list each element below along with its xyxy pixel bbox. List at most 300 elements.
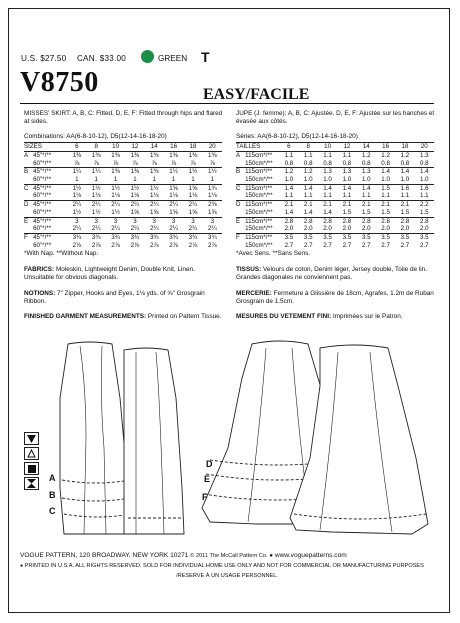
yardage-row (24, 217, 222, 225)
yardage-cell: 1.4 (284, 208, 294, 216)
notions-text: 7" Zipper, Hooks and Eyes, 1⅛ yds. of ⅝" Grosgrain Ribbon. (24, 289, 205, 305)
yardage-row (24, 168, 222, 176)
view-label (24, 209, 33, 217)
yardage-cell: 1½ (106, 184, 125, 192)
size-header-cell: 6 (67, 143, 86, 152)
fabric-width: 115cm*/** (245, 184, 279, 192)
yardage-cell: 0.8 (400, 159, 410, 167)
french-measurements (236, 313, 436, 321)
yardage-cell: 3 (145, 217, 164, 225)
view-letter-d: D (206, 459, 213, 469)
yardage-cell: 2⅞ (130, 241, 140, 249)
yardage-cell: 2⅞ (72, 241, 82, 249)
view-letter-b: B (49, 490, 56, 500)
yardage-cell: 2¼ (106, 201, 125, 209)
french-notions (236, 290, 436, 307)
yardage-row (236, 192, 434, 200)
yardage-cell: 2.2 (415, 201, 434, 209)
yardage-cell: 2.8 (318, 217, 337, 225)
yardage-cell: 3.5 (299, 233, 318, 241)
view-label: B (24, 168, 33, 176)
color-swatch (141, 50, 154, 63)
french-fabrics (236, 266, 436, 283)
yardage-cell: 1.4 (337, 184, 356, 192)
yardage-cell: 2¼ (169, 225, 178, 233)
yardage-cell: 2.7 (361, 241, 371, 249)
yardage-row (236, 209, 434, 217)
yardage-cell: 2.7 (400, 241, 410, 249)
yardage-cell: 1½ (111, 208, 120, 216)
yardage-row (236, 168, 434, 176)
yardage-cell: 3¾ (145, 233, 164, 241)
yardage-cell: 3.5 (357, 233, 376, 241)
fabric-width: 150cm*/** (245, 225, 273, 233)
fabric-width: 150cm*/** (245, 176, 273, 184)
yardage-cell: 2¼ (145, 201, 164, 209)
yardage-cell: 1⅜ (145, 168, 164, 176)
size-header-row (24, 143, 222, 152)
yardage-cell: 1.1 (284, 192, 294, 200)
size-header-cell: 18 (183, 143, 202, 152)
fabric-width: 150cm*/** (245, 159, 273, 167)
yardage-cell: 1.2 (400, 151, 410, 159)
measurements-label: FINISHED GARMENT MEASUREMENTS: (24, 313, 147, 321)
view-letter-e: E (204, 474, 211, 484)
yardage-cell: 1⅝ (164, 184, 183, 192)
yardage-row (236, 184, 434, 192)
yardage-cell: 1⅛ (130, 192, 140, 200)
yardage-cell: 2⅞ (169, 241, 178, 249)
yardage-cell: 2¼ (149, 225, 159, 233)
yardage-cell: 1.1 (284, 151, 294, 159)
yardage-cell: 2.0 (361, 225, 371, 233)
yardage-row (24, 242, 222, 250)
size-header-cell: 16 (376, 143, 395, 152)
yardage-cell: 3.5 (337, 233, 356, 241)
yardage-cell: 1.4 (376, 168, 395, 176)
yardage-cell: 3.5 (279, 233, 298, 241)
yardage-cell: 0.8 (284, 159, 294, 167)
view-label: C (24, 184, 33, 192)
view-label (236, 209, 245, 217)
pattern-number: V8750 (20, 67, 99, 98)
fabric-width: 150cm*/** (245, 241, 273, 249)
yardage-cell: 2⅞ (208, 241, 217, 249)
yardage-cell: 1.0 (400, 176, 410, 184)
sizes-label: TAILLES (236, 143, 279, 152)
yardage-cell: 2.8 (415, 217, 434, 225)
fabric-width: 115cm*/** (245, 201, 279, 209)
skirt-front-view-abc (60, 342, 132, 534)
yardage-cell: 2.8 (279, 217, 298, 225)
yardage-cell: 1 (191, 176, 195, 184)
yardage-cell: 3 (203, 217, 222, 225)
yardage-cell: 2.1 (337, 201, 356, 209)
yardage-cell: 2⅞ (188, 241, 198, 249)
fabric-width: 115cm*/** (245, 168, 279, 176)
website-text: www.voguepatterns.com (274, 552, 347, 559)
price-us: U.S. $27.50 (21, 54, 67, 63)
fabric-width: 45"*/** (33, 201, 67, 209)
yardage-cell: 1¾ (203, 184, 222, 192)
fabric-width: 60"*/** (33, 208, 52, 216)
yardage-cell: 2.1 (395, 201, 414, 209)
yardage-cell: 1.3 (318, 168, 337, 176)
yardage-cell: 1⅛ (72, 192, 82, 200)
fabric-width: 45"*/** (33, 184, 67, 192)
yardage-cell: 3 (183, 217, 202, 225)
yardage-cell: 1.1 (361, 192, 371, 200)
view-label: F (236, 233, 245, 241)
yardage-cell: 1½ (87, 184, 106, 192)
notions-label: NOTIONS: (24, 289, 56, 297)
yardage-cell: 2¼ (125, 201, 144, 209)
yardage-cell: 2.8 (376, 217, 395, 225)
yardage-cell: 2.8 (337, 217, 356, 225)
fabric-width: 150cm*/** (245, 192, 273, 200)
view-letter-a: A (49, 473, 56, 483)
yardage-cell: 1.6 (415, 184, 434, 192)
yardage-cell: 2.1 (299, 201, 318, 209)
french-yardage-table (236, 142, 434, 249)
square-icon (24, 462, 39, 475)
english-description: MISSES' SKIRT: A, B, C: Fitted. D, E, F: Fitted through hips and flared at sides. (24, 110, 223, 126)
yardage-cell: 1.2 (299, 168, 318, 176)
size-header-cell: 6 (279, 143, 298, 152)
view-label (236, 176, 245, 184)
yardage-cell: 1⅜ (91, 151, 101, 159)
yardage-cell: 3 (87, 217, 106, 225)
price-row (21, 54, 134, 63)
view-label (24, 160, 33, 168)
french-combinations: Séries: AA(6-8-10-12), D5(12-14-16-18-20) (236, 132, 358, 140)
rights-french: /RESERVE À UN USAGE PERSONNEL. (176, 573, 278, 579)
yardage-cell: 1.6 (395, 184, 414, 192)
yardage-row (24, 225, 222, 233)
yardage-row (236, 201, 434, 209)
yardage-cell: 3¾ (183, 233, 202, 241)
yardage-cell: 2¼ (72, 225, 82, 233)
yardage-cell: 1 (75, 176, 79, 184)
yardage-cell: 2.1 (357, 201, 376, 209)
view-label (24, 176, 33, 184)
size-header-cell: 8 (87, 143, 106, 152)
yardage-cell: 2.0 (381, 225, 390, 233)
yardage-cell: 1⅛ (111, 192, 120, 200)
fabric-width: 45"*/** (33, 168, 67, 176)
measurements-text: Imprimées sur le Patron. (332, 313, 403, 321)
view-label: B (236, 168, 245, 176)
yardage-cell: 3.5 (318, 233, 337, 241)
english-measurements (24, 313, 224, 321)
size-header-cell: 10 (318, 143, 337, 152)
english-yardage-table (24, 142, 222, 249)
view-label: A (24, 151, 29, 159)
yardage-cell: 1⅜ (111, 151, 120, 159)
fabrics-text: Velours de coton, Denim léger, Jersey double, Toile de lin. Grandes diagonales ne conviennent pas. (236, 265, 428, 282)
yardage-cell: ⅞ (74, 159, 80, 167)
notions-text: Fermeture à Glissière de 18cm, Agrafes, 1.2m de Ruban Grosgrain de 1.5cm. (236, 289, 434, 305)
view-letter-c: C (49, 506, 56, 516)
yardage-row (24, 151, 222, 159)
yardage-cell: ⅞ (93, 159, 99, 167)
yardage-cell: 2⅞ (149, 241, 159, 249)
yardage-cell: 1½ (164, 168, 183, 176)
size-header-cell: 20 (415, 143, 434, 152)
english-nap-note: *With Nap. **Without Nap. (24, 250, 99, 258)
yardage-cell: 3 (67, 217, 86, 225)
view-label: A (236, 151, 241, 159)
view-label: E (24, 217, 33, 225)
yardage-cell: 1⅜ (130, 151, 140, 159)
view-label (236, 192, 245, 200)
size-header-cell: 18 (395, 143, 414, 152)
yardage-cell: 2.0 (323, 225, 332, 233)
yardage-cell: 1.1 (420, 192, 429, 200)
fabric-width: 115cm*/** (245, 217, 279, 225)
yardage-row (236, 242, 434, 250)
yardage-cell: 1.3 (337, 168, 356, 176)
view-label (236, 242, 245, 250)
yardage-cell: 2.8 (395, 217, 414, 225)
yardage-cell: 3.5 (376, 233, 395, 241)
yardage-cell: 1½ (203, 168, 222, 176)
yardage-cell: ⅞ (171, 159, 177, 167)
yardage-cell: 1⅛ (169, 192, 178, 200)
yardage-cell: 1 (210, 176, 215, 184)
size-code: T (201, 49, 210, 65)
yardage-cell: 0.8 (420, 159, 429, 167)
yardage-cell: 0.8 (361, 159, 371, 167)
fabric-width: 150cm*/** (245, 208, 273, 216)
fabrics-label: TISSUS: (236, 265, 262, 273)
yardage-cell: 1.4 (395, 168, 414, 176)
size-header-cell: 20 (203, 143, 222, 152)
size-header-cell: 16 (164, 143, 183, 152)
yardage-cell: 1⅜ (106, 168, 125, 176)
yardage-row (24, 176, 222, 184)
nap-arrow-icon (24, 447, 39, 460)
yardage-cell: 1 (113, 176, 118, 184)
yardage-cell: 1.4 (279, 184, 298, 192)
yardage-cell: 2⅜ (203, 201, 222, 209)
yardage-row (24, 184, 222, 192)
yardage-cell: 1.1 (400, 192, 410, 200)
yardage-cell: ⅞ (132, 159, 138, 167)
view-label (24, 225, 33, 233)
yardage-cell: 2⅞ (111, 241, 120, 249)
yardage-cell: 3.5 (415, 233, 434, 241)
yardage-cell: ⅞ (112, 159, 119, 167)
yardage-cell: ⅞ (190, 159, 196, 167)
yardage-cell: 2.7 (342, 241, 352, 249)
copyright-text: © 2011 The McCall Pattern Co. (190, 553, 268, 559)
fabric-width: 45"*/** (33, 233, 67, 241)
difficulty-label: EASY/FACILE (203, 86, 310, 103)
sizes-label: SIZES (24, 143, 67, 152)
yardage-cell: 0.8 (323, 159, 332, 167)
yardage-cell: 3¾ (125, 233, 144, 241)
yardage-cell: 2.1 (279, 201, 298, 209)
yardage-cell: ⅞ (151, 159, 157, 167)
yardage-cell: 1.4 (318, 184, 337, 192)
yardage-cell: 1.1 (381, 192, 390, 200)
yardage-cell: 1.1 (323, 151, 332, 159)
yardage-cell: 1.0 (381, 176, 390, 184)
yardage-cell: 2.0 (400, 225, 410, 233)
english-combinations: Combinations: AA(6-8-10-12), D5(12-14-16-18-20) (24, 132, 167, 140)
yardage-cell: 1¼ (67, 168, 86, 176)
size-header-cell: 8 (299, 143, 318, 152)
view-label: D (24, 201, 33, 209)
yardage-cell: 2.0 (420, 225, 429, 233)
size-header-cell: 14 (145, 143, 164, 152)
yardage-cell: 1⅝ (183, 184, 202, 192)
fabric-width: 60"*/** (33, 176, 52, 184)
yardage-cell: 1.0 (342, 176, 352, 184)
yardage-cell: 1⅜ (149, 151, 159, 159)
yardage-cell: 1 (171, 176, 176, 184)
yardage-cell: 3 (164, 217, 183, 225)
yardage-cell: 1⅝ (169, 208, 178, 216)
yardage-cell: 1⅛ (91, 192, 101, 200)
yardage-cell: 2.7 (420, 241, 429, 249)
english-column (24, 110, 224, 322)
yardage-cell: 2¼ (91, 225, 101, 233)
french-nap-note: *Avec Sens. **Sans Sens. (236, 250, 311, 258)
yardage-cell: 1⅛ (188, 192, 198, 200)
french-column (236, 110, 436, 322)
fabric-width: 60"*/** (33, 225, 52, 233)
fabric-width: 45"*/** (33, 151, 52, 159)
yardage-cell: 1.2 (381, 151, 390, 159)
yardage-cell: 3¾ (106, 233, 125, 241)
yardage-cell: 1 (133, 176, 137, 184)
yardage-cell: 1.0 (303, 176, 313, 184)
yardage-cell: 1.1 (342, 192, 352, 200)
yardage-cell: 1.1 (303, 192, 313, 200)
yardage-cell: 1⅝ (188, 208, 198, 216)
yardage-cell: 1.5 (381, 208, 390, 216)
view-label: C (236, 184, 245, 192)
triangle-down-icon (24, 432, 39, 445)
yardage-cell: 1.4 (415, 168, 434, 176)
yardage-cell: 1.1 (342, 151, 352, 159)
yardage-cell: 1½ (72, 208, 82, 216)
yardage-cell: 0.8 (342, 159, 352, 167)
yardage-cell: 1½ (125, 184, 144, 192)
yardage-cell: 1⅜ (169, 151, 178, 159)
yardage-cell: 2¼ (67, 201, 86, 209)
view-label: E (236, 217, 245, 225)
yardage-cell: 1.5 (342, 208, 352, 216)
yardage-cell: 1¼ (87, 168, 106, 176)
yardage-cell: 1⅝ (208, 208, 217, 216)
fabric-width: 60"*/** (33, 241, 52, 249)
fabric-width: 115cm*/** (245, 151, 273, 159)
yardage-cell: 1.5 (420, 208, 429, 216)
yardage-cell: 1.5 (376, 184, 395, 192)
yardage-cell: 2.0 (284, 225, 294, 233)
yardage-row (24, 201, 222, 209)
yardage-row (24, 233, 222, 241)
yardage-cell: 2¼ (164, 201, 183, 209)
yardage-cell: 1½ (183, 168, 202, 176)
yardage-cell: 2¼ (188, 225, 198, 233)
view-legend (24, 432, 39, 492)
hourglass-icon (24, 477, 39, 490)
yardage-cell: 2.1 (318, 201, 337, 209)
yardage-cell: 2.0 (303, 225, 313, 233)
yardage-row (236, 151, 434, 159)
yardage-cell: 0.8 (303, 159, 313, 167)
size-header-cell: 12 (125, 143, 144, 152)
yardage-cell: 3¾ (164, 233, 183, 241)
size-header-cell: 12 (337, 143, 356, 152)
yardage-cell: 3 (106, 217, 125, 225)
yardage-cell: 2.8 (299, 217, 318, 225)
yardage-cell: 2.0 (342, 225, 352, 233)
yardage-cell: 1.1 (303, 151, 313, 159)
size-header-row (236, 143, 434, 152)
view-label (236, 160, 245, 168)
yardage-cell: 1.5 (361, 208, 371, 216)
yardage-row (236, 233, 434, 241)
yardage-cell: 2¼ (208, 225, 217, 233)
yardage-cell: 2.1 (376, 201, 395, 209)
yardage-cell: 1.3 (357, 168, 376, 176)
view-label (24, 242, 33, 250)
yardage-cell: 1 (152, 176, 156, 184)
color-name: GREEN (158, 54, 188, 63)
size-header-cell: 14 (357, 143, 376, 152)
skirt-back-view-abc (124, 348, 184, 534)
fabrics-text: Moleskin, Lightweight Denim, Double Knit, Linen. Unsuitable for obvious diagonals. (24, 265, 195, 282)
size-header-cell: 10 (106, 143, 125, 152)
yardage-row (236, 160, 434, 168)
yardage-cell: 1.0 (284, 176, 294, 184)
view-label: F (24, 233, 33, 241)
yardage-row (24, 192, 222, 200)
yardage-row (24, 209, 222, 217)
yardage-cell: 1⅜ (188, 151, 198, 159)
rights-english: PRINTED IN U.S.A. ALL RIGHTS RESERVED. SOLD FOR INDIVIDUAL HOME USE ONLY AND NOT FOR COMMERCIAL OR MANUFACTURING PURPOSES (24, 563, 424, 569)
technical-drawings (20, 338, 434, 560)
yardage-cell: 2.8 (357, 217, 376, 225)
yardage-cell: 2¼ (183, 201, 202, 209)
fabric-width: 60"*/** (33, 192, 52, 200)
yardage-cell: 1.2 (361, 151, 371, 159)
yardage-cell: 2¼ (130, 225, 140, 233)
company-address: VOGUE PATTERN, 120 BROADWAY, NEW YORK 10271 (20, 552, 189, 559)
view-label: D (236, 201, 245, 209)
view-label (236, 225, 245, 233)
yardage-cell: 1 (94, 176, 98, 184)
notions-label: MERCERIE: (236, 289, 272, 297)
yardage-cell: 1.1 (323, 192, 332, 200)
fabric-width: 45"*/** (33, 217, 67, 225)
yardage-cell: 1.4 (323, 208, 332, 216)
yardage-cell: 1.0 (420, 176, 429, 184)
yardage-cell: 1½ (67, 184, 86, 192)
view-letter-f: F (202, 492, 208, 502)
yardage-cell: 2⅞ (91, 241, 101, 249)
yardage-row (236, 176, 434, 184)
yardage-cell: 1.0 (361, 176, 371, 184)
yardage-cell: 2.7 (303, 241, 313, 249)
header-divider (20, 103, 434, 104)
yardage-cell: 1⅜ (208, 151, 217, 159)
